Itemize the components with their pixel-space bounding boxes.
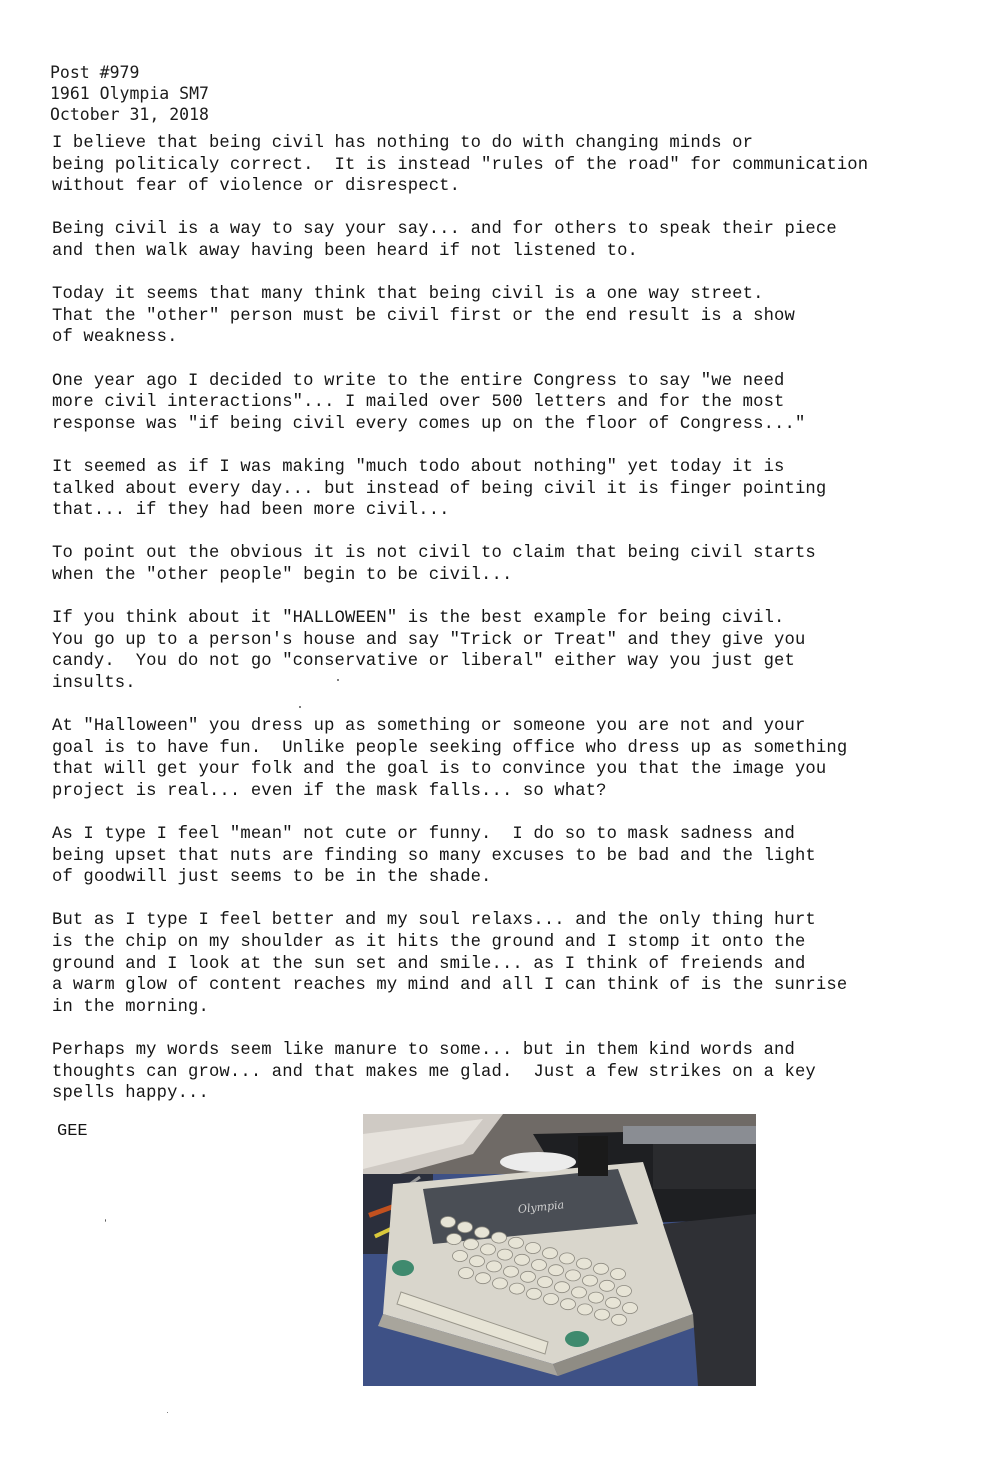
- key: [600, 1280, 615, 1291]
- key: [606, 1297, 621, 1308]
- text-line: that... if they had been more civil...: [52, 501, 450, 521]
- key: [521, 1271, 536, 1282]
- key: [526, 1243, 541, 1254]
- text-line: insults.: [52, 673, 136, 693]
- text-line: Perhaps my words seem like manure to some... but in them kind words and: [52, 1040, 795, 1060]
- brand-logo: Olympia: [517, 1198, 565, 1217]
- key: [611, 1269, 626, 1280]
- key: [612, 1314, 627, 1325]
- text-line: At "Halloween" you dress up as something or someone you are not and your: [52, 717, 806, 737]
- text-line: being upset that nuts are finding so many excuses to be bad and the light: [52, 846, 816, 866]
- paragraph: [52, 219, 972, 262]
- ink-speck: [105, 1219, 106, 1222]
- text-line: candy. You do not go "conservative or liberal" either way you just get: [52, 652, 795, 672]
- text-line: Today it seems that many think that being civil is a one way street.: [52, 285, 764, 305]
- key: [566, 1270, 581, 1281]
- ink-speck: [299, 706, 301, 708]
- key: [498, 1249, 513, 1260]
- text-line: It seemed as if I was making "much todo about nothing" yet today it is: [52, 457, 785, 477]
- text-line: being politicaly correct. It is instead "rules of the road" for communication: [52, 155, 869, 175]
- paragraph: [52, 133, 972, 198]
- key: [561, 1299, 576, 1310]
- key: [493, 1278, 508, 1289]
- key: [532, 1260, 547, 1271]
- typewriter-illustration: [363, 1114, 756, 1386]
- text-line: of goodwill just seems to be in the shade.: [52, 868, 492, 888]
- text-line: more civil interactions"... I mailed over 500 letters and for the most: [52, 393, 785, 413]
- typewriter-model: 1961 Olympia SM7: [50, 84, 209, 103]
- key: [509, 1237, 524, 1248]
- text-line: is the chip on my shoulder as it hits the ground and I stomp it onto the: [52, 932, 806, 952]
- text-line: without fear of violence or disrespect.: [52, 177, 461, 197]
- post-number: Post #979: [50, 63, 140, 82]
- paragraph: [52, 608, 972, 694]
- key: [572, 1287, 587, 1298]
- key: [543, 1248, 558, 1259]
- paragraph: [52, 910, 972, 1018]
- key: [623, 1303, 638, 1314]
- text-line: goal is to have fun. Unlike people seeking office who dress up as something: [52, 738, 848, 758]
- key: [470, 1256, 485, 1267]
- typewriter-photo: [363, 1114, 756, 1386]
- text-line: and then walk away having been heard if not listened to.: [52, 241, 638, 261]
- key: [578, 1304, 593, 1315]
- text-line: thoughts can grow... and that makes me glad. Just a few strikes on a key: [52, 1062, 816, 1082]
- key: [492, 1232, 507, 1243]
- text-line: talked about every day... but instead of being civil it is finger pointing: [52, 479, 827, 499]
- text-line: One year ago I decided to write to the entire Congress to say "we need: [52, 371, 785, 391]
- key: [617, 1286, 632, 1297]
- key: [577, 1258, 592, 1269]
- key: [527, 1288, 542, 1299]
- text-line: To point out the obvious it is not civil to claim that being civil starts: [52, 544, 816, 564]
- text-line: That the "other" person must be civil first or the end result is a show: [52, 306, 795, 326]
- text-line: As I type I feel "mean" not cute or funny. I do so to mask sadness and: [52, 825, 795, 844]
- green-key-left: [392, 1260, 414, 1276]
- text-line: a warm glow of content reaches my mind and all I can think of is the sunrise: [52, 976, 848, 996]
- key: [441, 1217, 456, 1228]
- key: [555, 1282, 570, 1293]
- text-line: response was "if being civil every comes up on the floor of Congress...": [52, 414, 806, 434]
- key: [594, 1263, 609, 1274]
- letter-body: [52, 133, 972, 1126]
- text-line: You go up to a person's house and say "Trick or Treat" and they give you: [52, 630, 806, 650]
- key: [515, 1254, 530, 1265]
- key: [538, 1277, 553, 1288]
- paragraph: [52, 457, 972, 522]
- text-line: But as I type I feel better and my soul relaxs... and the only thing hurt: [52, 911, 816, 931]
- key: [549, 1265, 564, 1276]
- post-date: October 31, 2018: [50, 105, 209, 124]
- paragraph: [52, 716, 972, 802]
- key: [481, 1244, 496, 1255]
- green-key-right: [565, 1331, 589, 1347]
- key: [464, 1239, 479, 1250]
- text-line: ground and I look at the sun set and smile... as I think of freiends and: [52, 954, 806, 974]
- text-line: I believe that being civil has nothing to do with changing minds or: [52, 134, 754, 153]
- key: [504, 1266, 519, 1277]
- text-line: If you think about it "HALLOWEEN" is the best example for being civil.: [52, 609, 785, 629]
- ink-speck: [337, 679, 339, 681]
- letter-header: [50, 62, 209, 125]
- key: [560, 1253, 575, 1264]
- paragraph: [52, 284, 972, 349]
- key: [476, 1273, 491, 1284]
- text-line: that will get your folk and the goal is to convince you that the image you: [52, 760, 827, 780]
- key: [589, 1292, 604, 1303]
- key: [544, 1294, 559, 1305]
- paragraph: [52, 824, 972, 889]
- text-line: spells happy...: [52, 1084, 209, 1104]
- text-line: Being civil is a way to say your say... and for others to speak their piece: [52, 220, 837, 240]
- key: [487, 1261, 502, 1272]
- key: [447, 1234, 462, 1245]
- key: [510, 1283, 525, 1294]
- key: [459, 1268, 474, 1279]
- signature: GEE: [57, 1122, 88, 1141]
- paper-guide: [500, 1152, 576, 1172]
- text-line: project is real... even if the mask falls... so what?: [52, 781, 607, 801]
- text-line: in the morning.: [52, 997, 209, 1017]
- ink-speck: [167, 1412, 168, 1413]
- text-line: of weakness.: [52, 328, 178, 348]
- key: [475, 1227, 490, 1238]
- paragraph: [52, 543, 972, 586]
- key: [458, 1222, 473, 1233]
- key: [583, 1275, 598, 1286]
- key: [453, 1251, 468, 1262]
- key: [595, 1309, 610, 1320]
- paragraph: [52, 371, 972, 436]
- text-line: when the "other people" begin to be civil...: [52, 565, 513, 585]
- paragraph: [52, 1040, 972, 1105]
